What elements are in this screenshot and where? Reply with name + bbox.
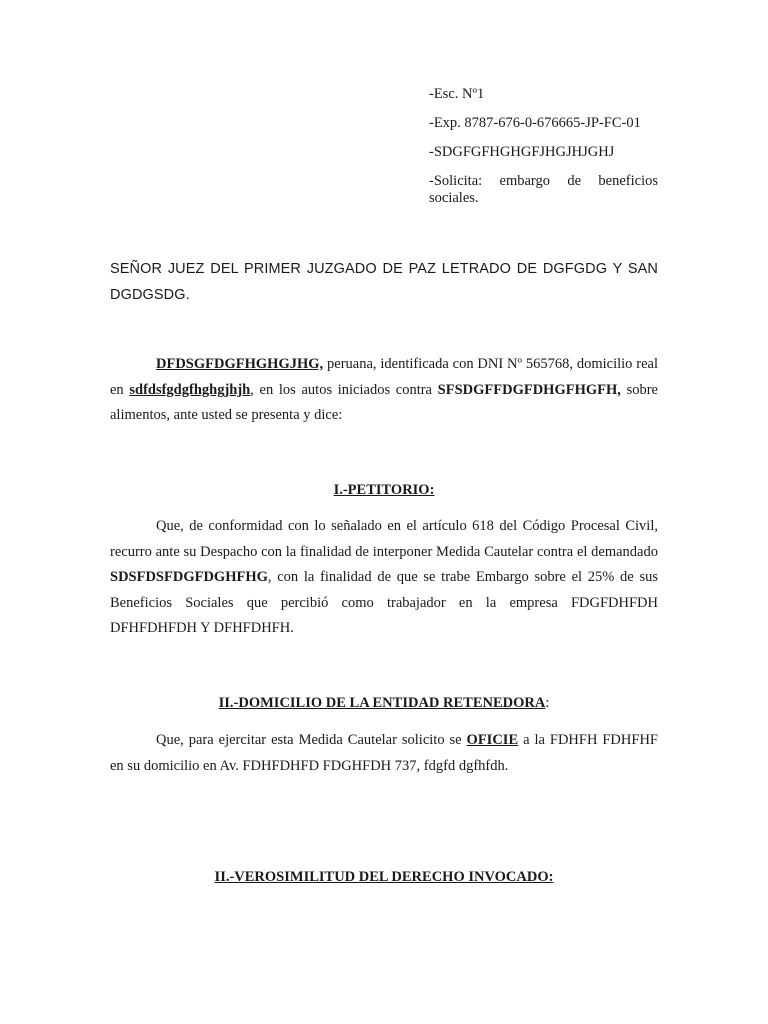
domicilio-paragraph	[110, 728, 658, 779]
escrito-number: -Esc. Nº1	[429, 86, 485, 102]
domicilio-text-1: Que, para ejercitar esta Medida Cautelar solicito se	[156, 732, 467, 748]
petitorio-heading-text: I.-PETITORIO:	[333, 482, 435, 498]
expediente-number: -Exp. 8787-676-0-676665-JP-FC-01	[429, 115, 641, 131]
petitorio-text-1: Que, de conformidad con lo señalado en el artículo 618 del Código Procesal Civil, recurro ante su Despacho con la finalidad de interponer Medida Cautelar contra el demandado	[110, 518, 658, 560]
verosimilitud-heading	[110, 868, 658, 886]
petitorio-text-2: , con la finalidad de que se trabe Embargo sobre el 25% de sus Beneficios Sociales que percibió como trabajador en la empresa FDGFDHFDH DFHFDHFDH Y DFHFDHFH.	[110, 569, 658, 636]
case-reference-block	[429, 86, 658, 207]
oficie-keyword: OFICIE	[466, 732, 519, 748]
solicita-line: -Solicita: embargo de beneficios sociales.	[429, 173, 658, 206]
petitorio-paragraph	[110, 514, 658, 642]
intro-paragraph	[110, 352, 658, 429]
verosimilitud-heading-text: II.-VEROSIMILITUD DEL DERECHO INVOCADO:	[214, 869, 554, 885]
plaintiff-name: DFDSGFDGFHGHGJHG,	[156, 356, 324, 372]
defendant-name: SFSDGFFDGFDHGFHGFH,	[437, 381, 621, 398]
case-code: -SDGFGFHGHGFJHGJHJGHJ	[429, 144, 615, 160]
intro-text-3: sobre alimentos, ante usted se presenta y dice:	[110, 381, 658, 423]
domicilio-heading	[110, 694, 658, 712]
intro-text-2: , en los autos iniciados contra	[250, 381, 438, 398]
plaintiff-address: sdfdsfgdgfhghgjhjh	[129, 381, 251, 398]
domicilio-heading-colon: :	[545, 695, 550, 711]
domicilio-text-2: a la FDHFH FDHFHF en su domicilio en Av. FDHFDHFD FDGHFDH 737, fdgfd dgfhfdh.	[110, 732, 658, 774]
petitorio-heading	[110, 481, 658, 499]
intro-text-1: peruana, identificada con DNI Nº 565768, domicilio real en	[110, 356, 658, 398]
domicilio-heading-text: II.-DOMICILIO DE LA ENTIDAD RETENEDORA	[218, 695, 546, 711]
addressee-line: SEÑOR JUEZ DEL PRIMER JUZGADO DE PAZ LETRADO DE DGFGDG Y SAN DGDGSDG.	[110, 261, 658, 303]
petitorio-defendant-name: SDSFDSFDGFDGHFHG	[110, 569, 268, 585]
